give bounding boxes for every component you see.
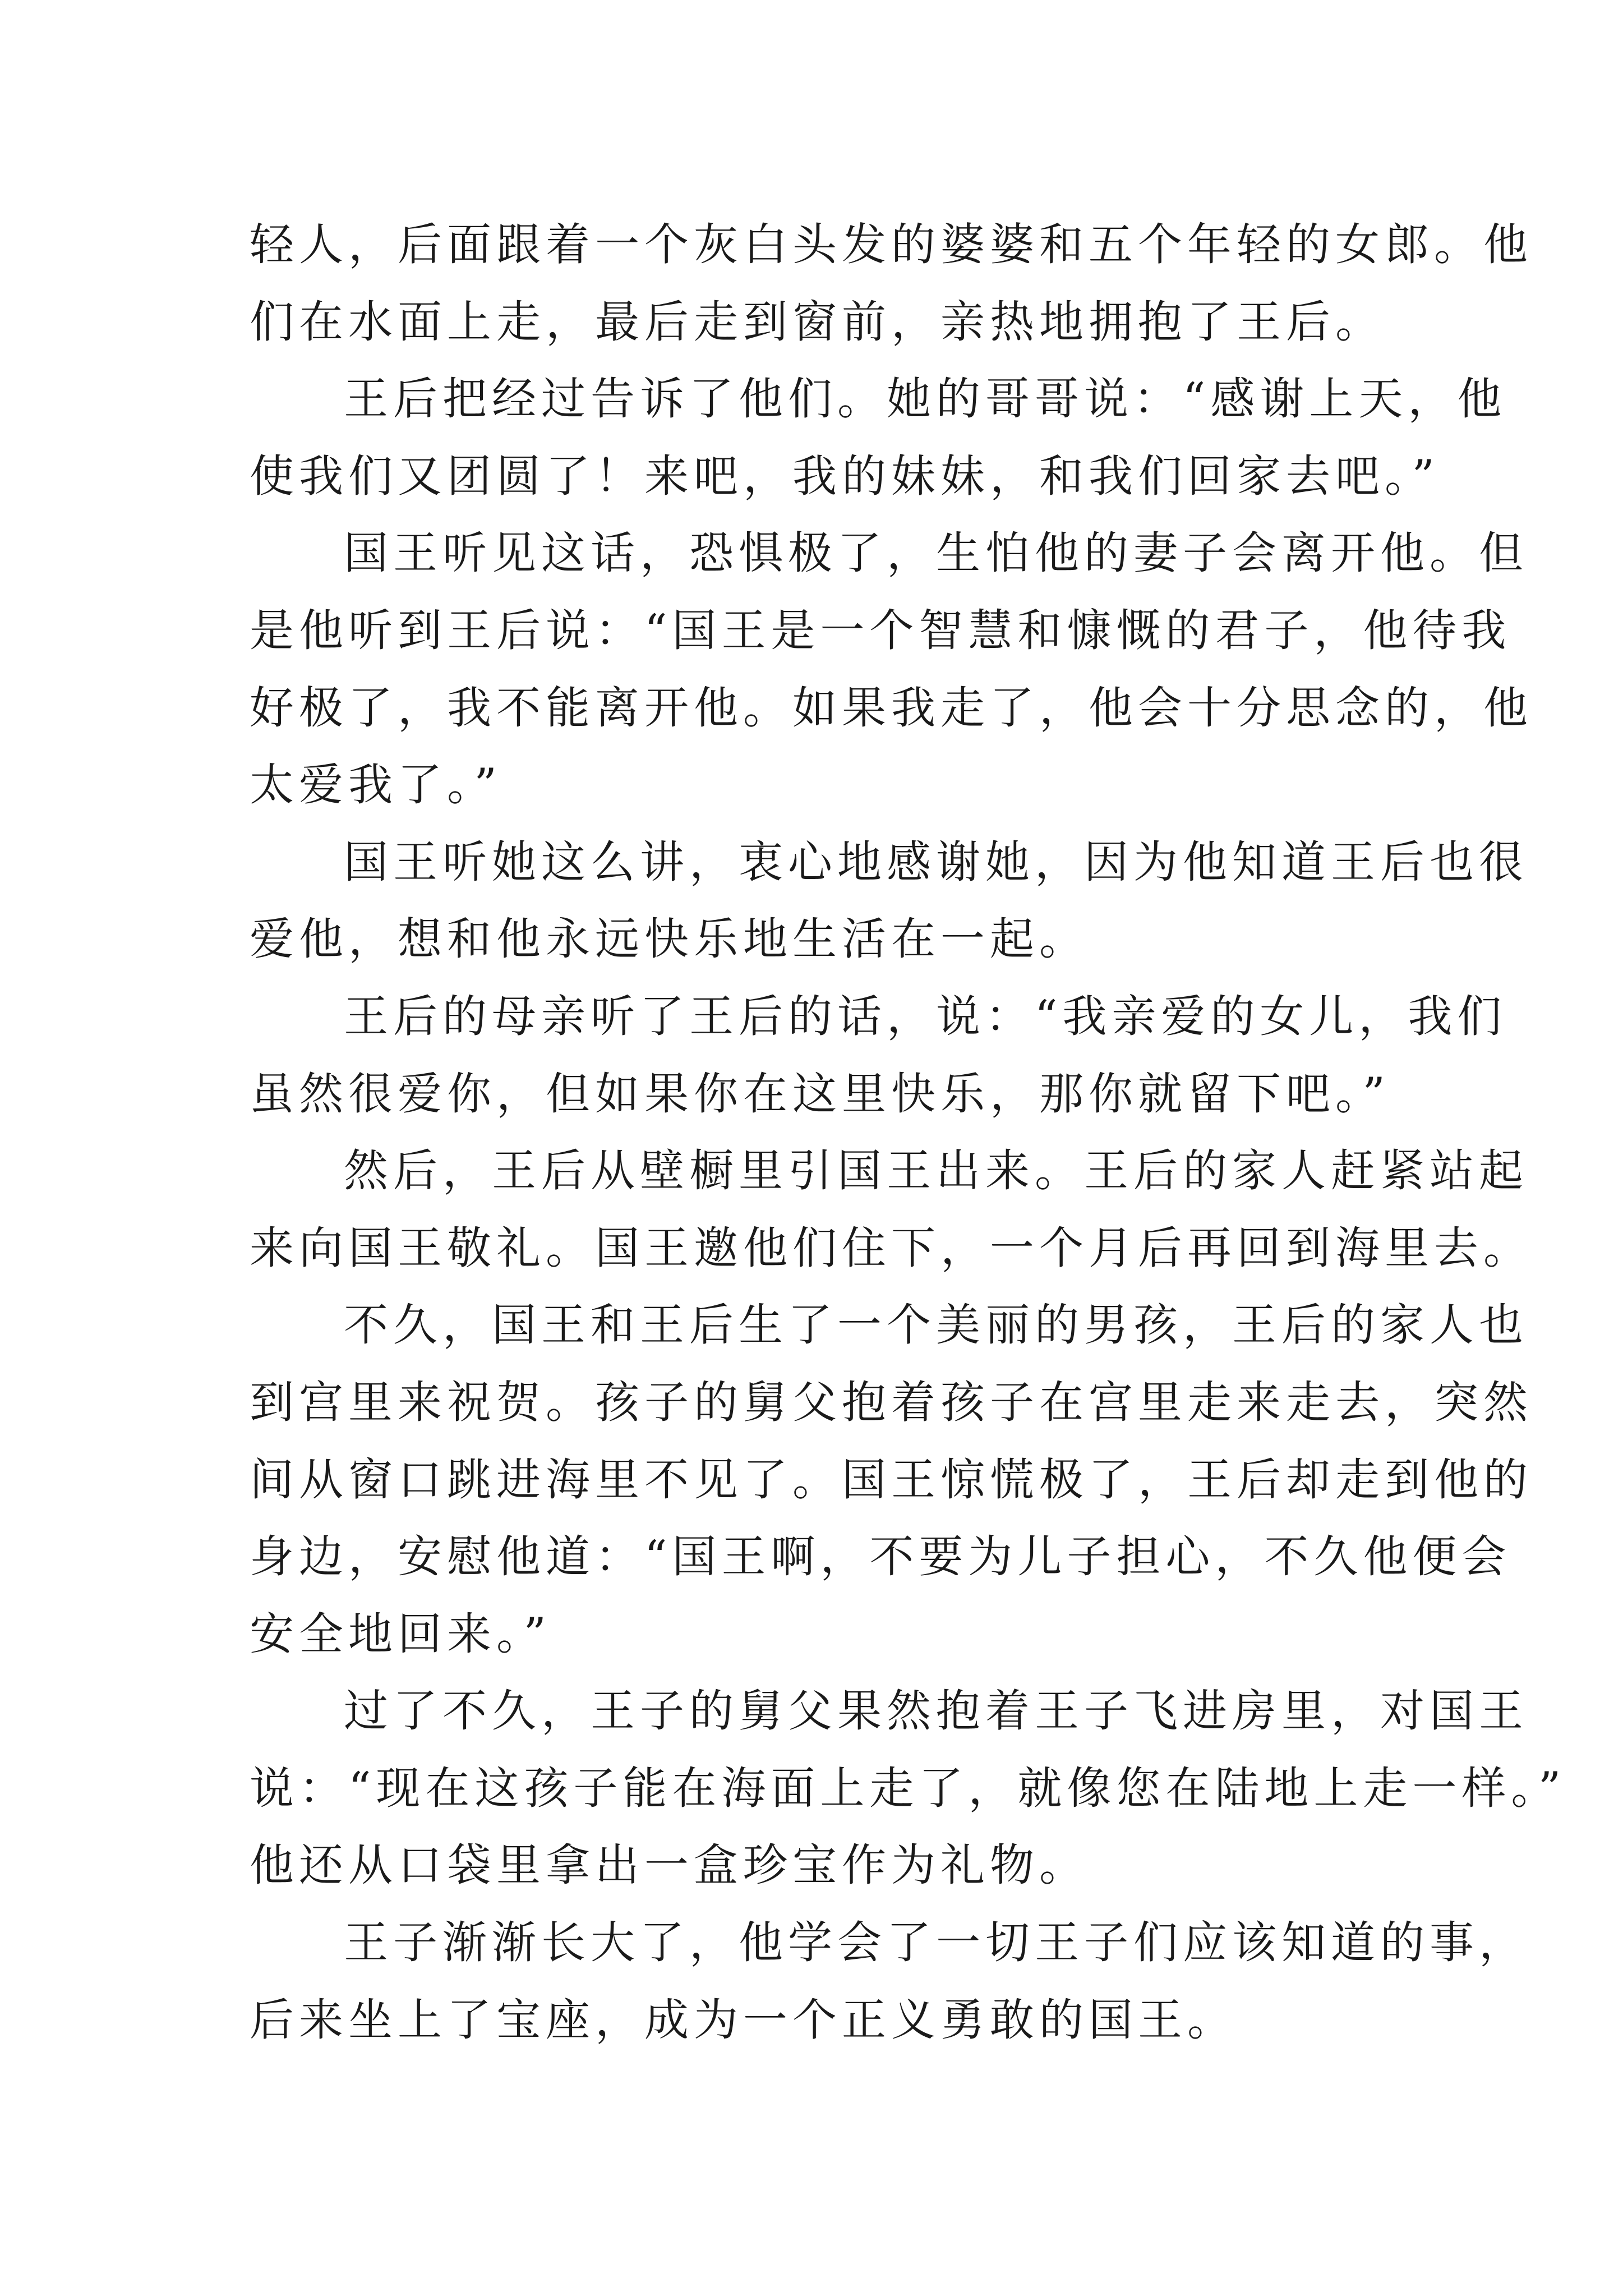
text-line: 王子渐渐长大了，他学会了一切王子们应该知道的事， bbox=[344, 1917, 1528, 1969]
text-line: 国王听她这么讲，衷心地感谢她，因为他知道王后也很 bbox=[344, 836, 1528, 888]
text-line: 说：“现在这孩子能在海面上走了，就像您在陆地上走一样。” bbox=[250, 1762, 1566, 1814]
story-text bbox=[250, 206, 1566, 2059]
text-line: 是他听到王后说：“国王是一个智慧和慷慨的君子，他待我 bbox=[250, 604, 1511, 656]
text-line: 不久，国王和王后生了一个美丽的男孩，王后的家人也 bbox=[344, 1299, 1528, 1351]
text-line: 好极了，我不能离开他。如果我走了，他会十分思念的，他 bbox=[250, 682, 1533, 734]
text-line: 间从窗口跳进海里不见了。国王惊慌极了，王后却走到他的 bbox=[250, 1453, 1533, 1506]
text-line: 使我们又团圆了！来吧，我的妹妹，和我们回家去吧。” bbox=[250, 450, 1440, 502]
text-line: 王后把经过告诉了他们。她的哥哥说：“感谢上天，他 bbox=[344, 373, 1507, 425]
text-line: 安全地回来。” bbox=[250, 1608, 551, 1660]
text-line: 他还从口袋里拿出一盒珍宝作为礼物。 bbox=[250, 1839, 1089, 1892]
text-line: 轻人，后面跟着一个灰白头发的婆婆和五个年轻的女郎。他 bbox=[250, 219, 1533, 270]
text-line: 身边，安慰他道：“国王啊，不要为儿子担心，不久他便会 bbox=[250, 1531, 1511, 1583]
text-line: 来向国王敬礼。国王邀他们住下，一个月后再回到海里去。 bbox=[250, 1222, 1533, 1274]
text-line: 太爱我了。” bbox=[250, 759, 502, 811]
text-line: 后来坐上了宝座，成为一个正义勇敢的国王。 bbox=[250, 1994, 1237, 2046]
text-line: 们在水面上走，最后走到窗前，亲热地拥抱了王后。 bbox=[250, 296, 1385, 348]
text-line: 然后，王后从壁橱里引国王出来。王后的家人赶紧站起 bbox=[344, 1145, 1528, 1197]
text-line: 国王听见这话，恐惧极了，生怕他的妻子会离开他。但 bbox=[344, 527, 1528, 579]
text-line: 过了不久，王子的舅父果然抱着王子飞进房里，对国王 bbox=[344, 1685, 1528, 1737]
text-line: 虽然很爱你，但如果你在这里快乐，那你就留下吧。” bbox=[250, 1068, 1390, 1120]
text-line: 王后的母亲听了王后的话，说：“我亲爱的女儿，我们 bbox=[344, 990, 1507, 1042]
text-line: 爱他，想和他永远快乐地生活在一起。 bbox=[250, 913, 1089, 965]
text-line: 到宫里来祝贺。孩子的舅父抱着孩子在宫里走来走去，突然 bbox=[250, 1376, 1533, 1428]
